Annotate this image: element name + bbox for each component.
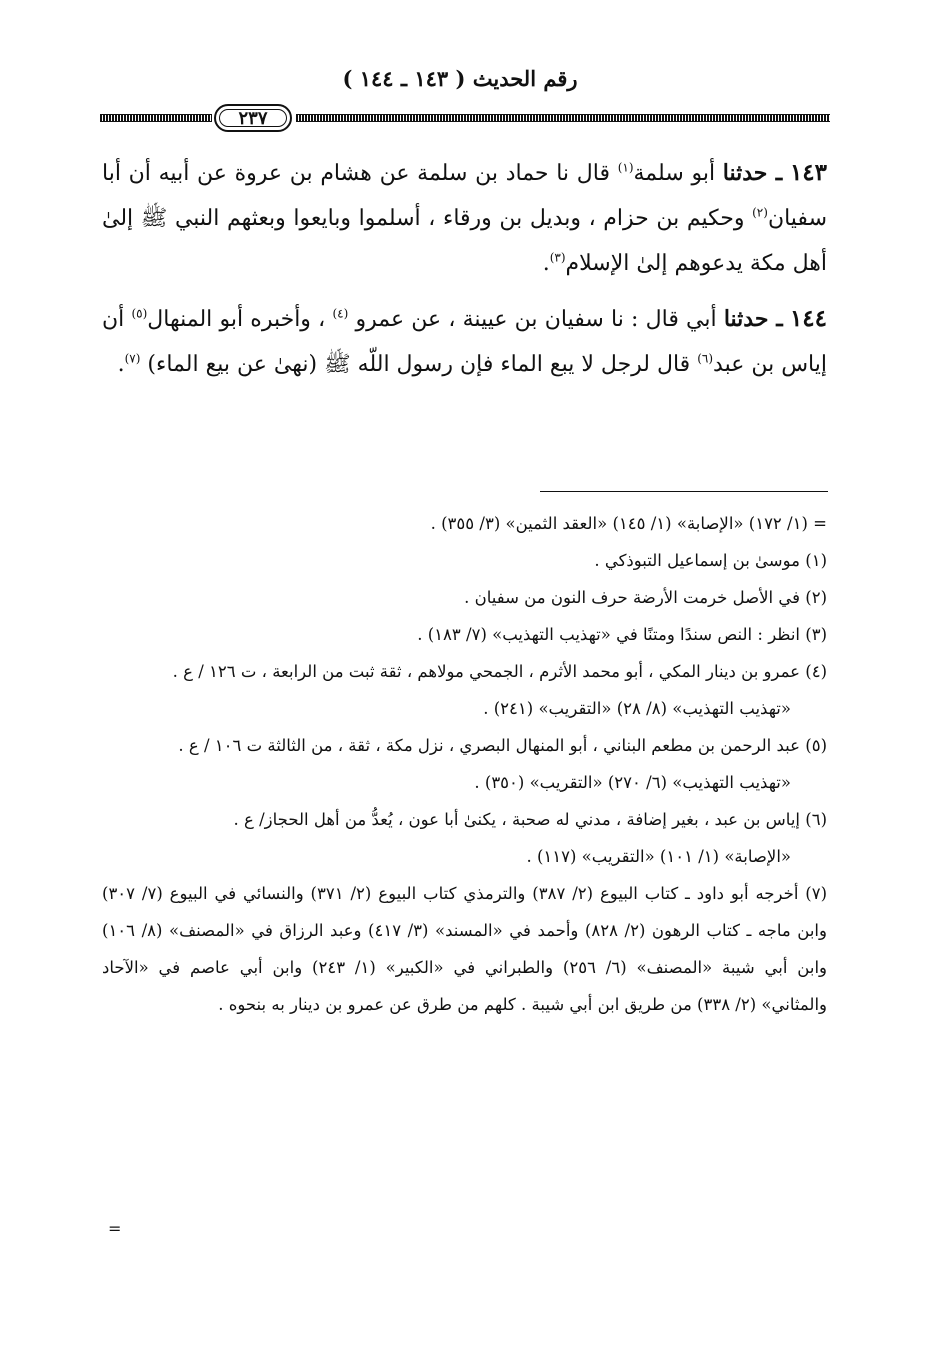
footnote-ref: (٦) [697, 351, 714, 366]
footnote-item: (٥) عبد الرحمن بن مطعم البناني ، أبو المنهال البصري ، نزل مكة ، ثقة ، من الثالثة ت ١٠٦ / ع . [178, 736, 827, 755]
hadith-text: أبي قال : نا سفيان بن عيينة ، عن عمرو [348, 307, 724, 332]
hadith-lead: ـ حدثنا [722, 160, 783, 186]
footnote-ref: (٧) [124, 351, 141, 366]
page-number: ٢٣٧ [214, 104, 292, 132]
hadith-text: . [542, 251, 550, 276]
hadith-lead: ـ حدثنا [723, 306, 783, 332]
footnote-item: (١) موسىٰ بن إسماعيل التبوذكي . [594, 551, 827, 570]
footnote-ref: (٥) [131, 306, 148, 321]
footnote-item: = (١/ ١٧٢) «الإصابة» (١/ ١٤٥) «العقد الثمين» (٣/ ٣٥٥) . [430, 514, 827, 533]
footnote-ref: (١) [617, 160, 634, 175]
footnote-separator [540, 491, 828, 492]
continuation-mark: = [108, 1219, 122, 1238]
hadith-text: أن إياس بن عبد [102, 307, 827, 377]
hadith-text: . [117, 352, 125, 377]
hadith-text: أبو سلمة [633, 161, 723, 186]
running-title: رقم الحديث ( ١٤٣ ـ ١٤٤ ) [342, 66, 578, 91]
footnote-ref: (٢) [752, 205, 768, 220]
hadith-number: ١٤٤ [789, 305, 827, 332]
footnote-item: «تهذيب التهذيب» (٨/ ٢٨) «التقريب» (٢٤١) . [483, 699, 791, 718]
hadith-number: ١٤٣ [789, 159, 827, 186]
hadith-text: وحكيم بن حزام ، وبديل بن ورقاء ، أسلموا وبايعوا وبعثهم النبي ﷺ إلىٰ أهل مكة يدعوهم إلىٰ الإسلام [102, 206, 827, 276]
header-rule-left [100, 114, 212, 122]
hadith-143 [102, 150, 827, 286]
footnote-item: (٦) إياس بن عبد ، بغير إضافة ، مدني له صحبة ، يكنىٰ أبا عون ، يُعدُّ من أهل الحجاز/ ع . [233, 810, 827, 829]
hadith-144 [102, 296, 827, 387]
hadith-text: ، وأخبره أبو المنهال [147, 307, 333, 332]
main-text [102, 150, 827, 397]
header-rule [100, 104, 830, 130]
header-rule-right [296, 114, 830, 122]
footnote-item: (٤) عمرو بن دينار المكي ، أبو محمد الأثرم ، الجمحي مولاهم ، ثقة ثبت من الرابعة ، ت ١٢٦ / ع . [172, 662, 827, 681]
footnote-item: (٢) في الأصل خرمت الأرضة حرف النون من سفيان . [464, 588, 827, 607]
footnote-item: (٣) انظر : النص سندًا ومتنًا في «تهذيب التهذيب» (٧/ ١٨٣) . [417, 625, 827, 644]
hadith-text: قال نا حماد بن سلمة عن هشام بن عروة عن أبيه أن أبا سفيان [102, 161, 827, 231]
hadith-text: قال لرجل لا يبع الماء فإن رسول اللّه ﷺ (نهىٰ عن بيع الماء) [140, 352, 698, 377]
footnote-item: «الإصابة» (١/ ١٠١) «التقريب» (١١٧) . [526, 847, 791, 866]
footnote-ref: (٣) [549, 250, 566, 265]
footnotes [102, 505, 827, 1023]
footnote-item: (٧) أخرجه أبو داود ـ كتاب البيوع (٢/ ٣٨٧) والترمذي كتاب البيوع (٢/ ٣٧١) والنسائي في البيوع (٧/ ٣٠٧) وابن ماجه ـ كتاب الرهون (٢/ ٨٢٨) وأحمد في «المسند» (٣/ ٤١٧) وعبد الرزاق في «المصنف» (٨/ ١٠٦) وابن أبي شيبة «المصنف» (٦/ ٢٥٦) والطبراني في «الكبير» (١/ ٢٤٣) وابن أبي عاصم في «الآحاد والمثاني» (٢/ ٣٣٨) من طريق ابن أبي شيبة . كلهم من طرق عن عمرو بن دينار به بنحوه . [102, 884, 828, 1014]
footnote-item: «تهذيب التهذيب» (٦/ ٢٧٠) «التقريب» (٣٥٠) . [474, 773, 791, 792]
footnote-ref: (٤) [332, 306, 349, 321]
